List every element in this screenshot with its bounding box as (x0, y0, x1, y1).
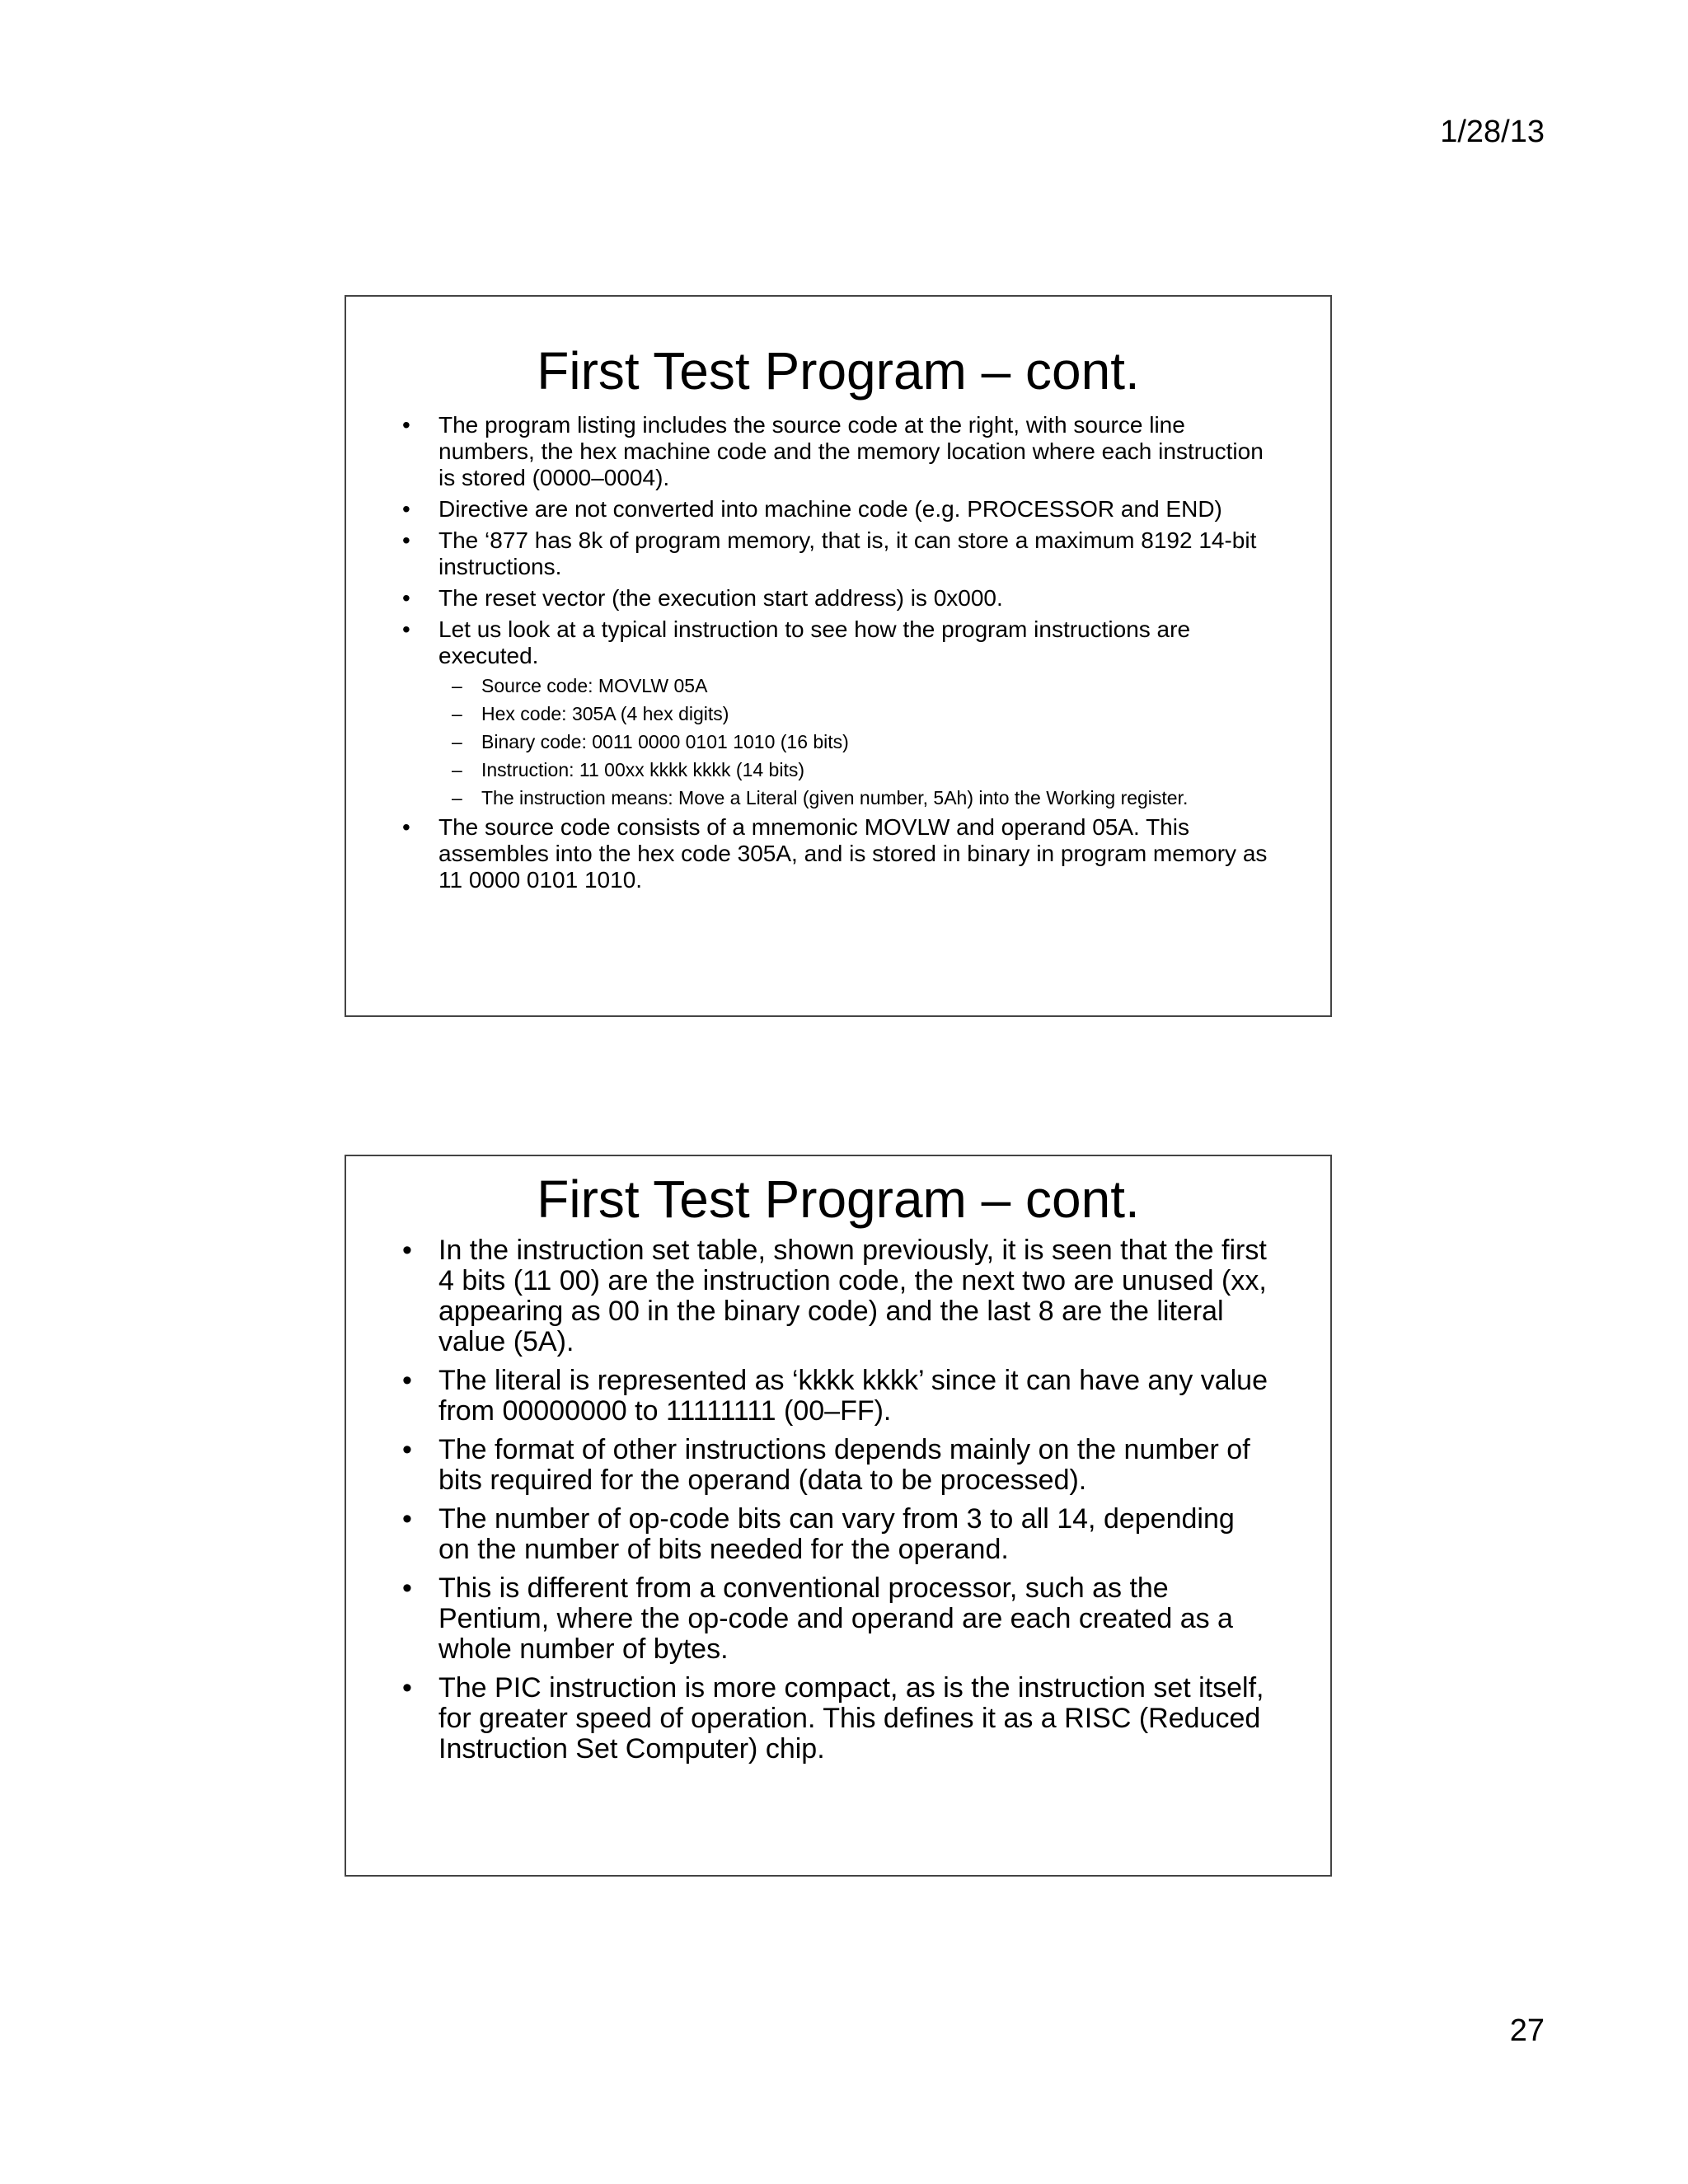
slide-1-sub-item: – Hex code: 305A (4 hex digits) (452, 703, 729, 724)
slide-1-bullet: • The source code consists of a mnemonic MOVLW and operand 05A. This assembles into the hex code 305A, and is stored in binary in program memory as 11 0000 0101 1010. (402, 814, 1268, 893)
bullet-icon: • (402, 1235, 412, 1266)
slide-2-bullet: • In the instruction set table, shown previously, it is seen that the first 4 bits (11 00) are the instruction code, the next two are unused (xx, appearing as 00 in the binary code) and the last 8 are the literal value (5A). (402, 1235, 1267, 1357)
slide-2 (345, 1155, 1332, 1877)
slide-1-sub-item: – Instruction: 11 00xx kkkk kkkk (14 bits) (452, 759, 804, 780)
dash-icon: – (452, 703, 462, 724)
bullet-icon: • (402, 1365, 412, 1396)
dash-icon: – (452, 759, 462, 780)
slide-2-bullet: • The PIC instruction is more compact, as is the instruction set itself, for greater speed of operation. This defines it as a RISC (Reduced Instruction Set Computer) chip. (402, 1672, 1264, 1765)
slide-1-bullet: • The ‘877 has 8k of program memory, that is, it can store a maximum 8192 14-bit instructions. (402, 527, 1257, 579)
slide-2-title: First Test Program – cont. (537, 1169, 1140, 1229)
bullet-icon: • (402, 616, 410, 642)
bullet-icon: • (402, 1572, 412, 1604)
slide-1-sub-item: – The instruction means: Move a Literal (given number, 5Ah) into the Working register. (452, 787, 1189, 808)
dash-icon: – (452, 675, 462, 696)
page-number: 27 (1509, 2013, 1545, 2048)
bullet-icon: • (402, 1503, 412, 1535)
bullet-icon: • (402, 412, 410, 438)
slide-1 (345, 295, 1332, 1017)
slide-1-sub-list (438, 674, 1273, 809)
slide-1-sub-item: – Source code: MOVLW 05A (452, 675, 708, 696)
slide-1-bullet-list (346, 412, 1330, 893)
bullet-icon: • (402, 585, 410, 611)
bullet-icon: • (402, 527, 410, 553)
slide-1-sub-item: – Binary code: 0011 0000 0101 1010 (16 bits) (452, 731, 849, 752)
slide-1-bullet: • The program listing includes the source code at the right, with source line numbers, the hex machine code and the memory location where each instruction is stored (0000–0004). (402, 412, 1264, 490)
bullet-icon: • (402, 814, 410, 840)
page-date: 1/28/13 (1440, 115, 1545, 149)
slide-1-title: First Test Program – cont. (537, 341, 1140, 401)
slide-2-bullet-list (346, 1235, 1330, 1765)
slide-1-bullet: • The reset vector (the execution start address) is 0x000. (402, 585, 1003, 611)
dash-icon: – (452, 731, 462, 752)
dash-icon: – (452, 787, 462, 808)
slide-2-bullet: • This is different from a conventional processor, such as the Pentium, where the op-code and operand are each created as a whole number of bytes. (402, 1572, 1233, 1665)
slide-2-bullet: • The number of op-code bits can vary from 3 to all 14, depending on the number of bits needed for the operand. (402, 1503, 1235, 1565)
bullet-icon: • (402, 1672, 412, 1704)
slide-1-bullet: • Directive are not converted into machine code (e.g. PROCESSOR and END) (402, 496, 1222, 522)
bullet-icon: • (402, 1434, 412, 1465)
bullet-icon: • (402, 496, 410, 522)
slide-2-bullet: • The literal is represented as ‘kkkk kkkk’ since it can have any value from 00000000 to 11111111 (00–FF). (402, 1365, 1268, 1427)
slide-2-bullet: • The format of other instructions depends mainly on the number of bits required for the operand (data to be processed). (402, 1434, 1250, 1496)
slide-1-bullet: • Let us look at a typical instruction to see how the program instructions are executed. – Source code: MOVLW 05A – Hex code: 305A (4 hex digits) – Binary code: 0011 0000 0101 1010 (16 bits) – Instruction: 11 00xx kkkk kkkk (14 bits) – The instruction means: Move a Literal (given number, 5Ah) into the Working register. (438, 616, 1273, 809)
